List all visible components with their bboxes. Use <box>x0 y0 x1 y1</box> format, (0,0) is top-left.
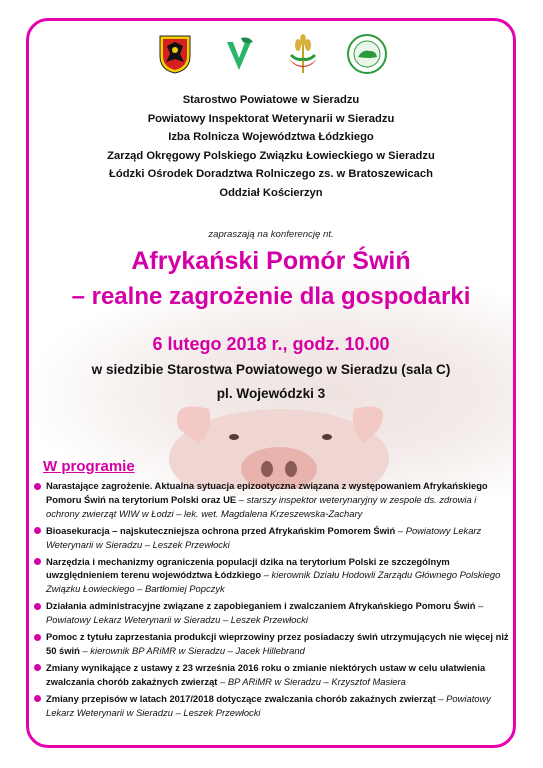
invitation-text: zapraszają na konferencję nt. <box>208 229 334 240</box>
program-heading: W programie <box>43 458 135 475</box>
hunting-association-icon <box>346 33 388 75</box>
item-speaker: – Powiatowy Lekarz Weterynarii w Sieradzu – Leszek Przewłocki <box>46 600 484 626</box>
event-date: 6 lutego 2018 r., godz. 10.00 <box>152 334 390 354</box>
list-item <box>34 524 512 552</box>
bullet-icon <box>34 483 41 490</box>
organizer-1: Starostwo Powiatowe w Sieradzu <box>182 94 360 106</box>
pig-illustration <box>149 399 409 489</box>
bullet-icon <box>34 558 41 565</box>
item-topic: Zmiany wynikające z ustawy z 23 września 2016 roku o zmianie niektórych ustaw w celu ułatwienia zwalczania chorób zakaźnych zwierząt <box>46 661 486 687</box>
list-item <box>34 661 512 689</box>
organizer-3: Izba Rolnicza Województwa Łódzkiego <box>168 131 374 143</box>
poster-frame <box>26 18 516 748</box>
item-topic: Zmiany przepisów w latach 2017/2018 dotyczące zwalczania chorób zakaźnych zwierząt <box>46 692 436 704</box>
item-speaker: – kierownik BP ARiMR w Sieradzu – Jacek Hillebrand <box>79 644 305 656</box>
item-speaker: – BP ARiMR w Sieradzu – Krzysztof Masiera <box>217 675 406 687</box>
item-speaker: – kierownik Działu Hodowli Zarządu Głównego Polskiego Związku Łowieckiego – Bartłomiej Popczyk <box>46 569 501 595</box>
veterinary-inspectorate-icon <box>218 33 260 75</box>
bullet-icon <box>34 527 41 534</box>
item-topic: Narastające zagrożenie. Aktualna sytuacja epizootyczna związana z występowaniem Afrykańskiego Pomoru Świń na terytorium Polski oraz UE <box>46 480 488 505</box>
bullet-icon <box>34 634 41 641</box>
list-item <box>34 479 512 521</box>
powiat-coat-of-arms-icon <box>154 33 196 75</box>
organizer-4: Zarząd Okręgowy Polskiego Związku Łowieckiego w Sieradzu <box>107 149 435 162</box>
organizer-6: Oddział Kościerzyn <box>219 186 323 199</box>
item-topic: Pomoc z tytułu zaprzestania produkcji wieprzowiny przez posiadaczy świń utrzymujących nie więcej niż 50 świń <box>46 631 509 656</box>
item-speaker: – Powiatowy Lekarz Weterynarii w Sieradzu – Leszek Przewłocki <box>46 692 491 718</box>
conference-subtitle: – realne zagrożenie dla gospodarki <box>71 283 471 310</box>
list-item <box>34 599 512 627</box>
bullet-icon <box>34 695 41 702</box>
organizers-list <box>29 91 513 202</box>
organizer-2: Powiatowy Inspektorat Weterynarii w Sieradzu <box>147 112 395 125</box>
item-topic: Narzędzia i mechanizmy ograniczenia populacji dzika na terytorium Polski ze szczególnym uwzględnieniem terenu województwa Łódzkiego <box>46 555 450 581</box>
item-topic: Działania administracyjne związane z zapobieganiem i zwalczaniem Afrykańskiego Pomoru Świń <box>46 600 476 612</box>
bullet-icon <box>34 603 41 610</box>
venue-line: w siedzibie Starostwa Powiatowego w Sieradzu (sala C) <box>91 362 451 377</box>
item-speaker: – Powiatowy Lekarz Weterynarii w Sieradzu – Leszek Przewłocki <box>46 524 482 550</box>
bullet-icon <box>34 664 41 671</box>
organizer-5: Łódzki Ośrodek Doradztwa Rolniczego zs. w Bratoszewicach <box>109 168 433 180</box>
list-item <box>34 692 512 720</box>
agriculture-chamber-icon <box>282 33 324 75</box>
logos-row <box>29 33 513 75</box>
list-item <box>34 555 512 597</box>
list-item <box>34 630 512 658</box>
item-speaker: – starszy inspektor weterynaryjny w zespole ds. zdrowia i ochrony zwierząt WIW w Łodzi – lek. wet. Magdalena Krzeszewska-Zachary <box>46 493 477 519</box>
item-topic: Bioasekuracja – najskuteczniejsza ochrona przed Afrykańskim Pomorem Świń <box>46 524 396 536</box>
program-list <box>34 479 512 723</box>
conference-title: Afrykański Pomór Świń <box>131 247 411 275</box>
venue-address: pl. Wojewódzki 3 <box>216 386 326 401</box>
